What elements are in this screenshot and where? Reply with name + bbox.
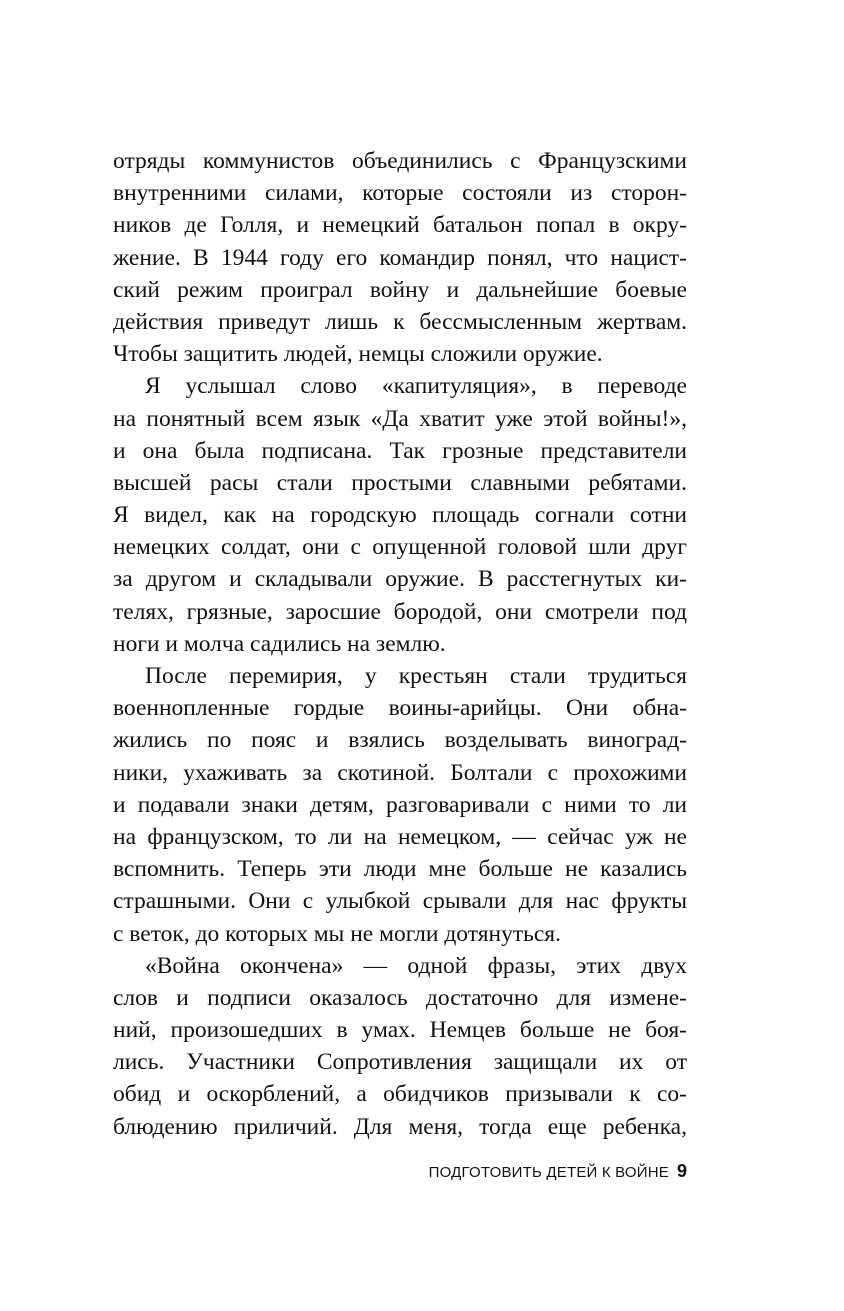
text-line: лись. Участники Сопротивления защищали их от (113, 1049, 687, 1076)
text-line: за другом и складывали оружие. В расстегнутых ки- (113, 566, 687, 593)
text-line: ний, произошедших в умах. Немцев больше не боя- (113, 1017, 687, 1044)
text-line: внутренними силами, которые состояли из сторон- (113, 180, 687, 207)
text-line: действия приведут лишь к бессмысленным жертвам. (113, 308, 687, 335)
text-line: Я услышал слово «капитуляция», в переводе (145, 373, 687, 400)
text-line: военнопленные гордые воины-арийцы. Они обна- (113, 695, 687, 722)
page-number: 9 (676, 1161, 687, 1181)
text-line: Чтобы защитить людей, немцы сложили оружие. (113, 341, 603, 368)
text-line: слов и подписи оказалось достаточно для измене- (113, 984, 687, 1011)
text-line: ников де Голля, и немецкий батальон попал в окру- (113, 212, 687, 239)
text-line: и она была подписана. Так грозные представители (113, 437, 687, 464)
body-text (113, 145, 687, 1143)
text-line: обид и оскорблений, а обидчиков призывали к со- (113, 1081, 687, 1108)
text-line: на французском, то ли на немецком, — сейчас уж не (113, 823, 687, 850)
text-line: на понятный всем язык «Да хватит уже этой войны!», (113, 405, 687, 432)
text-line: отряды коммунистов объединились с Французскими (113, 148, 687, 174)
page-footer (420, 1161, 687, 1187)
text-line: вспомнить. Теперь эти люди мне больше не казались (113, 856, 687, 883)
text-line: «Война окончена» — одной фразы, этих двух (145, 952, 687, 979)
text-line: Я видел, как на городскую площадь согнали сотни (113, 502, 687, 529)
text-line: жились по пояс и взялись возделывать виноград- (113, 727, 687, 754)
text-line: После перемирия, у крестьян стали трудиться (145, 663, 687, 689)
text-line: и подавали знаки детям, разговаривали с ними то ли (113, 791, 687, 818)
text-line: ноги и молча садились на землю. (113, 630, 446, 657)
running-head: ПОДГОТОВИТЬ ДЕТЕЙ К ВОЙНЕ (428, 1164, 669, 1181)
text-line: с веток, до которых мы не могли дотянуться. (113, 920, 561, 947)
text-line: страшными. Они с улыбкой срывали для нас фрукты (113, 888, 687, 915)
text-line: телях, грязные, заросшие бородой, они смотрели под (113, 598, 687, 625)
text-line: ники, ухаживать за скотиной. Болтали с прохожими (113, 759, 687, 786)
text-line: немецких солдат, они с опущенной головой шли друг (113, 534, 687, 561)
text-line: высшей расы стали простыми славными ребятами. (113, 469, 687, 496)
text-line: жение. В 1944 году его командир понял, что нацист- (113, 244, 687, 271)
text-line: ский режим проиграл войну и дальнейшие боевые (113, 276, 687, 303)
text-line: блюдению приличий. Для меня, тогда еще ребенка, (113, 1113, 687, 1140)
